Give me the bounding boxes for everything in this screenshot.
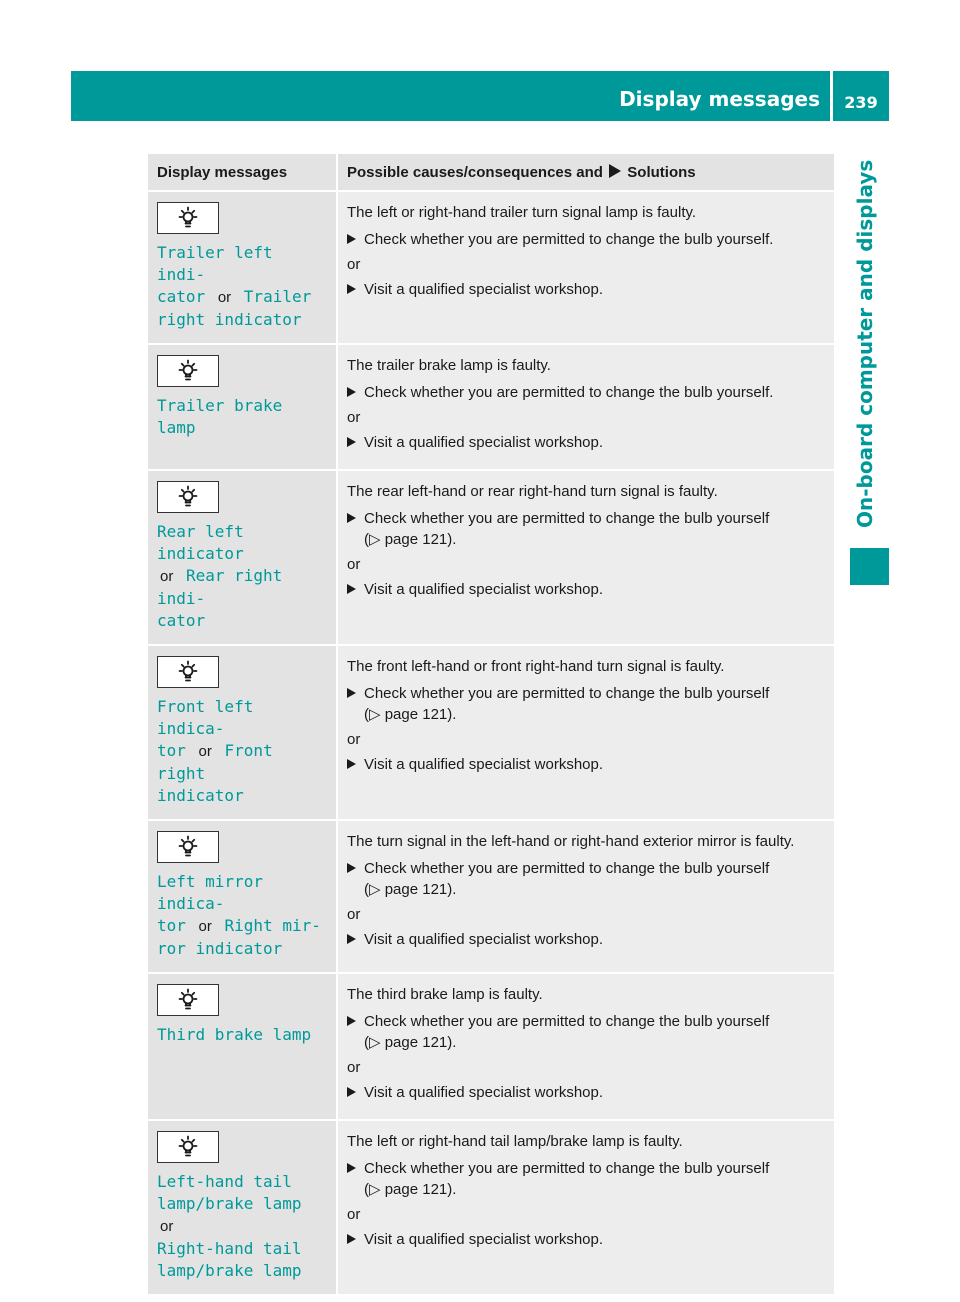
table-header-row	[148, 154, 834, 191]
cause-text: The left or right-hand tail lamp/brake lamp is faulty.	[347, 1133, 683, 1150]
step-arrow-icon	[347, 513, 356, 523]
or-text: or	[217, 289, 232, 306]
or-text: or	[160, 568, 174, 585]
step-arrow-icon	[347, 863, 356, 873]
or-text: or	[347, 1059, 361, 1076]
message-line	[157, 565, 327, 610]
step-visit-text: Visit a qualified specialist workshop.	[364, 1084, 604, 1101]
solution-step	[347, 229, 825, 250]
display-message	[157, 1171, 327, 1282]
step-check-text: Check whether you are permitted to change the bulb yourself.	[364, 231, 774, 248]
display-message-cell	[148, 973, 337, 1120]
table-row	[148, 470, 834, 645]
causes-solutions-cell	[337, 1120, 834, 1294]
cause-text: The front left-hand or front right-hand turn signal is faulty.	[347, 658, 725, 675]
bulb-warning-icon	[157, 831, 219, 863]
message-line	[157, 696, 327, 740]
or-text: or	[198, 743, 212, 760]
display-message	[157, 521, 327, 632]
causes-solutions-cell	[337, 645, 834, 820]
message-line	[157, 1238, 327, 1260]
step-arrow-icon	[347, 437, 356, 447]
display-message-text: Rear left indicator	[157, 522, 244, 563]
table-row	[148, 973, 834, 1120]
message-line	[157, 521, 327, 565]
display-message	[157, 242, 327, 331]
display-message-text: ror indicator	[157, 939, 283, 958]
step-arrow-icon	[347, 688, 356, 698]
or-text: or	[347, 556, 361, 573]
table-row	[148, 344, 834, 470]
display-message-text: lamp/brake lamp	[157, 1194, 302, 1213]
display-message-text: Trailer	[243, 287, 312, 306]
or-text: or	[198, 918, 212, 935]
step-visit-text: Visit a qualified specialist workshop.	[364, 756, 604, 773]
message-line	[157, 915, 327, 938]
table-row	[148, 645, 834, 820]
display-message-text: indicator	[157, 786, 244, 805]
display-message-cell	[148, 470, 337, 645]
step-check-text: Check whether you are permitted to change the bulb yourself	[364, 510, 770, 527]
header-solutions-text: Solutions	[627, 163, 696, 181]
solution-step	[347, 579, 825, 600]
display-message-cell	[148, 1120, 337, 1294]
step-visit-text: Visit a qualified specialist workshop.	[364, 434, 604, 451]
message-line	[157, 1171, 327, 1193]
page-section-title: Display messages	[619, 87, 820, 111]
display-message-text: right indicator	[157, 310, 302, 329]
display-message-text: Front right	[157, 741, 273, 783]
step-arrow-icon	[347, 1163, 356, 1173]
step-arrow-icon	[347, 1016, 356, 1026]
step-visit-text: Visit a qualified specialist workshop.	[364, 281, 604, 298]
cause-text: The turn signal in the left-hand or right-hand exterior mirror is faulty.	[347, 833, 795, 850]
cause-text: The third brake lamp is faulty.	[347, 986, 543, 1003]
table-body	[148, 191, 834, 1294]
or-text: or	[347, 409, 361, 426]
message-line	[157, 1260, 327, 1282]
step-check-text: Check whether you are permitted to change the bulb yourself	[364, 1013, 770, 1030]
causes-solutions-cell	[337, 191, 834, 344]
display-message-text: cator	[157, 611, 206, 630]
solution-step	[347, 1158, 825, 1200]
or-text: or	[347, 1206, 361, 1223]
display-message-cell	[148, 820, 337, 973]
step-visit-text: Visit a qualified specialist workshop.	[364, 931, 604, 948]
step-arrow-icon	[347, 759, 356, 769]
message-line	[157, 395, 327, 439]
solution-step	[347, 432, 825, 453]
step-arrow-icon	[347, 1234, 356, 1244]
message-line	[157, 1024, 327, 1046]
solution-step	[347, 1082, 825, 1103]
bulb-warning-icon	[157, 984, 219, 1016]
solution-step	[347, 1229, 825, 1250]
solution-step	[347, 683, 825, 725]
message-line	[157, 740, 327, 785]
display-message-text: lamp/brake lamp	[157, 1261, 302, 1280]
bulb-warning-icon	[157, 202, 219, 234]
display-message-text: Trailer brake lamp	[157, 396, 283, 437]
page-reference: (▷ page 121).	[364, 1034, 457, 1051]
column-header-causes-solutions	[337, 154, 834, 191]
bulb-warning-icon	[157, 656, 219, 688]
display-message	[157, 871, 327, 960]
step-arrow-icon	[347, 387, 356, 397]
message-line	[157, 286, 327, 309]
header-causes-text: Possible causes/consequences and	[347, 163, 603, 181]
display-message-text: cator	[157, 287, 206, 306]
causes-solutions-cell	[337, 820, 834, 973]
display-message-text: Rear right indi-	[157, 566, 283, 608]
table-row	[148, 191, 834, 344]
solution-step	[347, 382, 825, 403]
message-line	[157, 610, 327, 632]
step-check-text: Check whether you are permitted to change the bulb yourself.	[364, 384, 774, 401]
display-message-text: Front left indica-	[157, 697, 254, 738]
solution-step	[347, 858, 825, 900]
header-divider	[830, 71, 833, 121]
solution-step	[347, 279, 825, 300]
step-arrow-icon	[347, 234, 356, 244]
solution-step	[347, 754, 825, 775]
cause-text: The rear left-hand or rear right-hand turn signal is faulty.	[347, 483, 718, 500]
display-message-text: Right mir-	[224, 916, 321, 935]
bulb-warning-icon	[157, 481, 219, 513]
display-message-cell	[148, 191, 337, 344]
display-message	[157, 696, 327, 807]
bulb-warning-icon	[157, 355, 219, 387]
display-message	[157, 395, 327, 439]
display-message-text: Left-hand tail	[157, 1172, 292, 1191]
page-reference: (▷ page 121).	[364, 531, 457, 548]
step-check-text: Check whether you are permitted to change the bulb yourself	[364, 685, 770, 702]
step-check-text: Check whether you are permitted to change the bulb yourself	[364, 1160, 770, 1177]
step-arrow-icon	[347, 1087, 356, 1097]
causes-solutions-cell	[337, 973, 834, 1120]
side-tab-label: On-board computer and displays	[853, 159, 877, 528]
message-line	[157, 1193, 327, 1238]
display-message-text: Left mirror indica-	[157, 872, 263, 913]
or-text: or	[347, 256, 361, 273]
solution-arrow-icon	[609, 164, 621, 178]
step-visit-text: Visit a qualified specialist workshop.	[364, 581, 604, 598]
display-message-text: tor	[157, 741, 186, 760]
page-reference: (▷ page 121).	[364, 881, 457, 898]
cause-text: The left or right-hand trailer turn signal lamp is faulty.	[347, 204, 697, 221]
message-line	[157, 309, 327, 331]
display-message-text: Right-hand tail	[157, 1239, 302, 1258]
page-reference: (▷ page 121).	[364, 1181, 457, 1198]
column-header-display-messages: Display messages	[148, 154, 337, 191]
display-message-cell	[148, 344, 337, 470]
display-message-text: Third brake lamp	[157, 1025, 312, 1044]
page-reference: (▷ page 121).	[364, 706, 457, 723]
table-row	[148, 820, 834, 973]
or-text: or	[160, 1218, 174, 1235]
step-visit-text: Visit a qualified specialist workshop.	[364, 1231, 604, 1248]
bulb-warning-icon	[157, 1131, 219, 1163]
step-arrow-icon	[347, 584, 356, 594]
message-line	[157, 242, 327, 286]
step-check-text: Check whether you are permitted to change the bulb yourself	[364, 860, 770, 877]
cause-text: The trailer brake lamp is faulty.	[347, 357, 551, 374]
or-text: or	[347, 731, 361, 748]
step-arrow-icon	[347, 934, 356, 944]
solution-step	[347, 508, 825, 550]
or-text: or	[347, 906, 361, 923]
display-message-text: tor	[157, 916, 186, 935]
causes-solutions-cell	[337, 470, 834, 645]
table-row	[148, 1120, 834, 1294]
display-message-cell	[148, 645, 337, 820]
causes-solutions-cell	[337, 344, 834, 470]
solution-step	[347, 929, 825, 950]
step-arrow-icon	[347, 284, 356, 294]
page-number: 239	[844, 93, 878, 112]
message-line	[157, 785, 327, 807]
message-line	[157, 938, 327, 960]
side-tab-marker	[850, 548, 889, 585]
display-message	[157, 1024, 327, 1046]
display-message-text: Trailer left indi-	[157, 243, 273, 284]
message-line	[157, 871, 327, 915]
solution-step	[347, 1011, 825, 1053]
display-messages-table	[148, 154, 834, 1294]
